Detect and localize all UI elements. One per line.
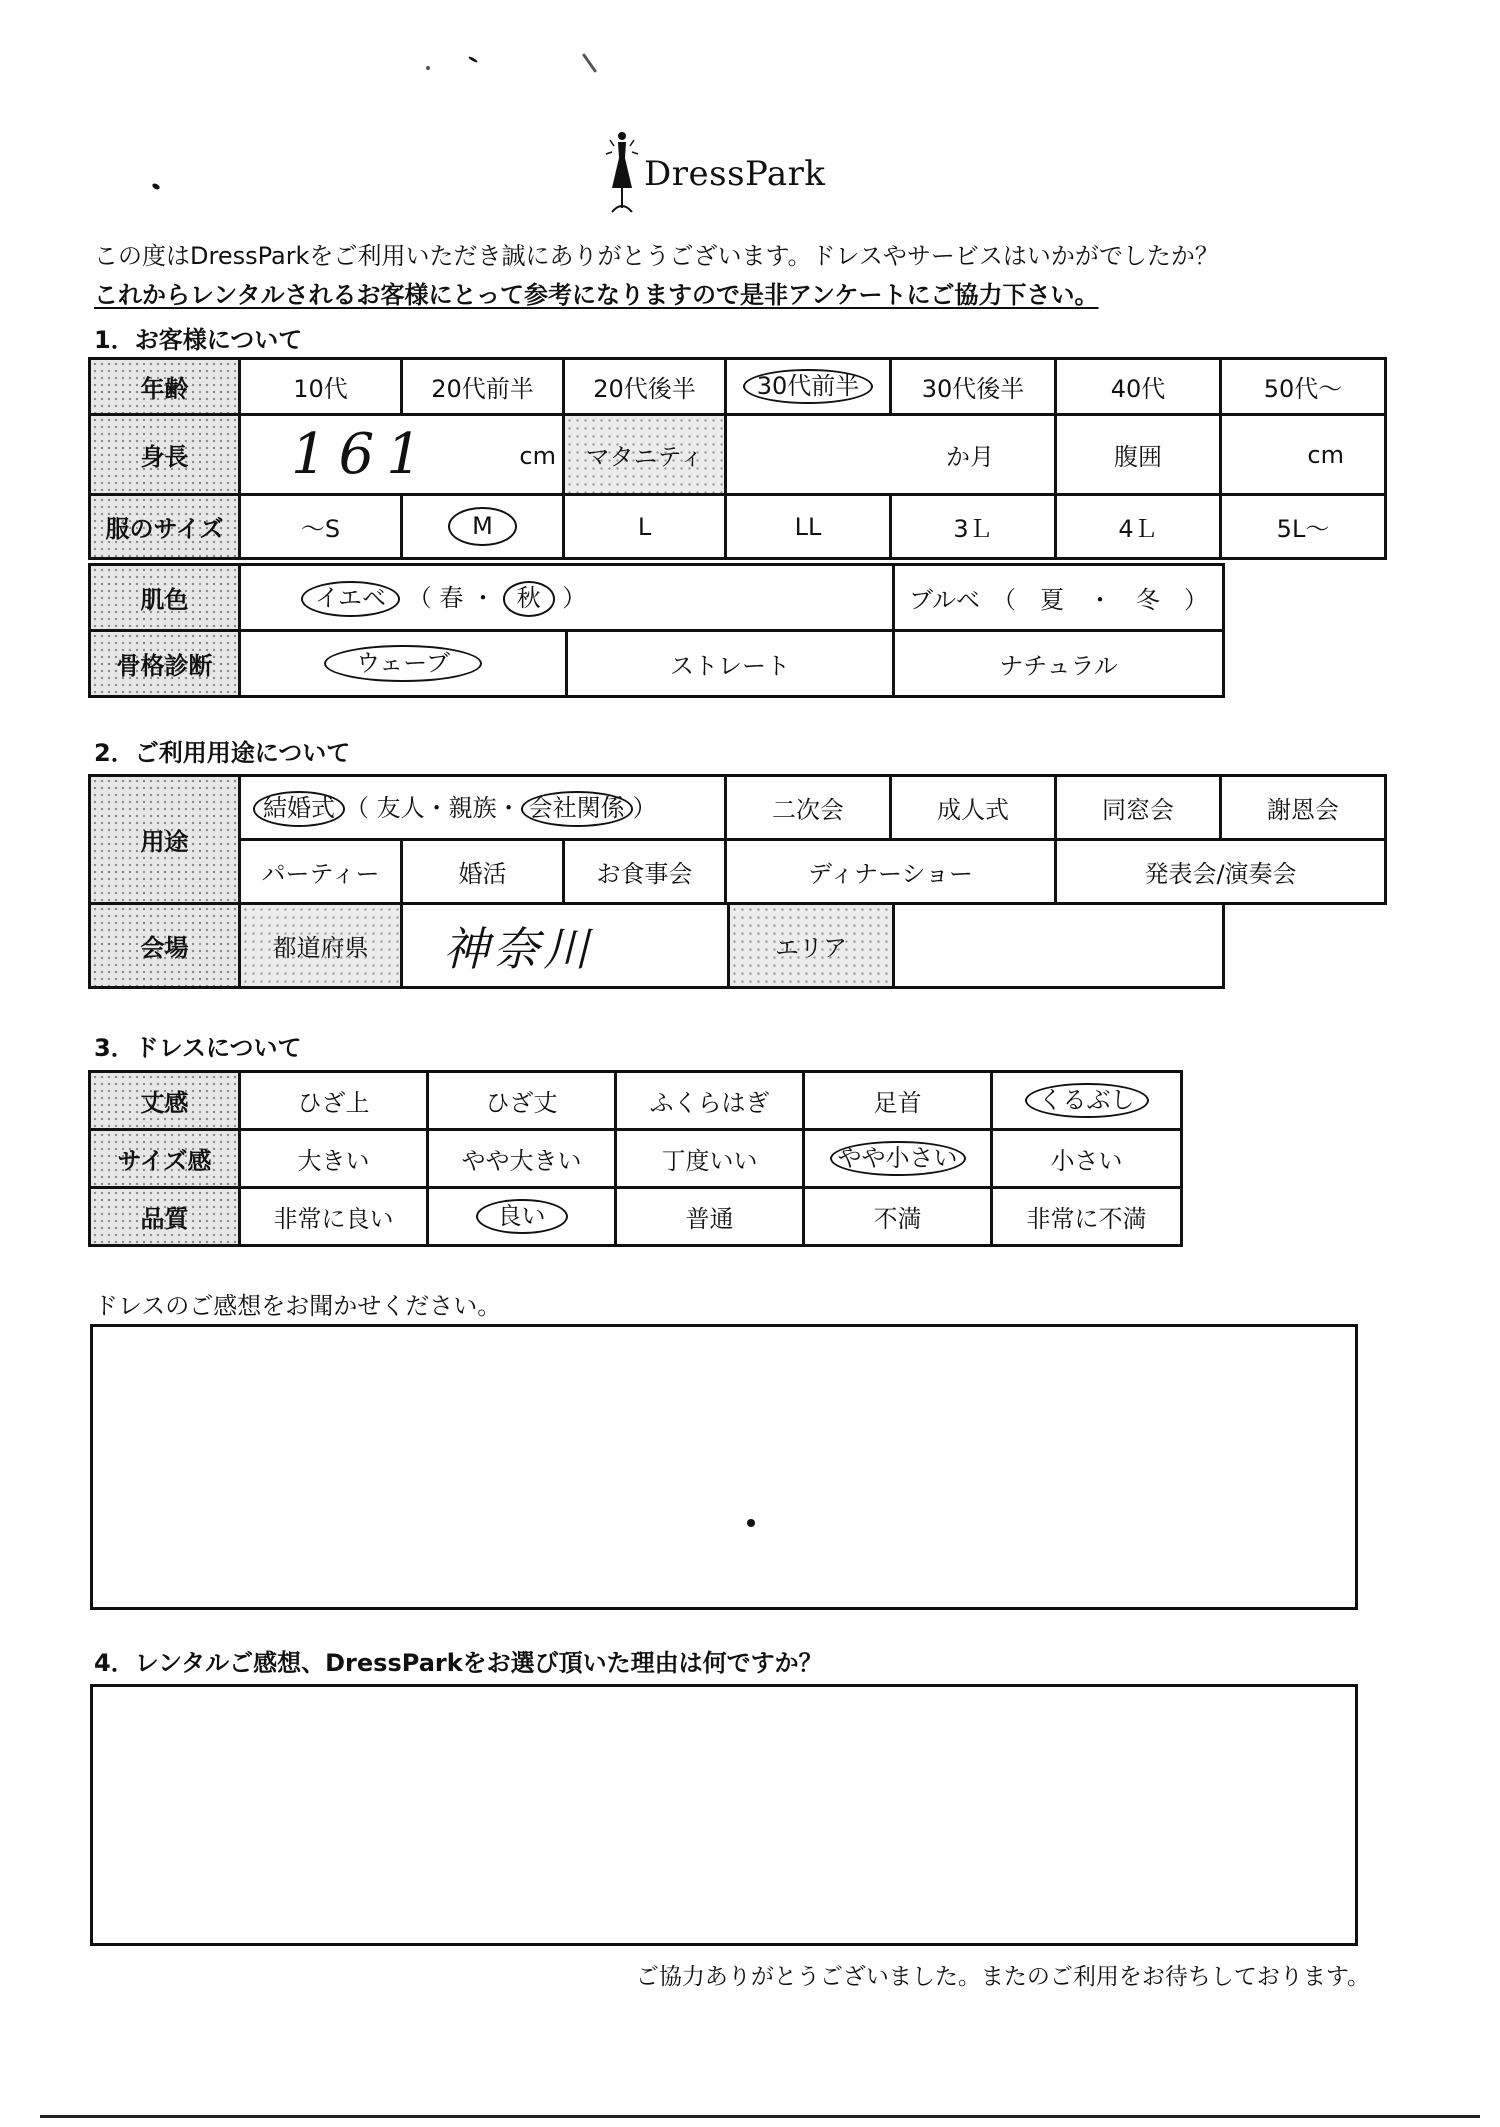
age-option[interactable]: 10代	[240, 359, 402, 415]
usage-option[interactable]: 謝恩会	[1221, 776, 1386, 840]
dress-mannequin-icon	[600, 128, 644, 218]
spring-option: 春	[439, 584, 464, 613]
fit-option-selected[interactable]	[804, 1130, 992, 1188]
waist-field[interactable]	[1221, 415, 1386, 495]
waist-unit: cm	[1307, 440, 1344, 469]
area-label: エリア	[729, 904, 894, 988]
skin-bone-table	[88, 563, 1225, 632]
venue-label: 会場	[90, 904, 240, 988]
quality-option[interactable]: 普通	[616, 1188, 804, 1246]
height-unit: cm	[519, 442, 556, 470]
maternity-months[interactable]	[726, 415, 1056, 495]
length-option[interactable]: ひざ上	[240, 1072, 428, 1130]
usage-option[interactable]: ディナーショー	[726, 840, 1056, 904]
age-option[interactable]: 50代～	[1221, 359, 1386, 415]
length-option[interactable]: ひざ丈	[428, 1072, 616, 1130]
usage-option[interactable]: お食事会	[564, 840, 726, 904]
age-label: 年齢	[90, 359, 240, 415]
size-selected-circle: M	[448, 507, 517, 547]
blue-base-option[interactable]: ブルベ （ 夏 ・ 冬 ）	[894, 565, 1224, 631]
prefecture-value: 神奈川	[443, 921, 593, 976]
usage-table	[88, 774, 1387, 905]
paren-close: ）	[562, 584, 587, 613]
prefecture-label: 都道府県	[240, 904, 402, 988]
logo-text: DressPark	[644, 154, 826, 194]
wedding-relations: （ 友人・親族・	[345, 794, 521, 823]
section-2-title: 2．ご利用用途について	[94, 739, 351, 767]
yellow-base-option[interactable]	[240, 565, 894, 631]
dress-comment-prompt: ドレスのご感想をお聞かせください。	[94, 1292, 502, 1320]
quality-label: 品質	[90, 1188, 240, 1246]
separator-dot: ・	[470, 584, 495, 613]
size-option-selected[interactable]	[402, 495, 564, 559]
length-option-selected[interactable]	[992, 1072, 1182, 1130]
height-value: 161	[291, 422, 434, 487]
size-option[interactable]: 5L～	[1221, 495, 1386, 559]
bottom-divider	[40, 2115, 1480, 2118]
usage-option[interactable]: 二次会	[726, 776, 891, 840]
height-label: 身長	[90, 415, 240, 495]
usage-option[interactable]: 同窓会	[1056, 776, 1221, 840]
bone-option-selected[interactable]	[240, 631, 567, 697]
paren-open: （	[407, 584, 432, 613]
yellow-base-circle: イエベ	[301, 581, 400, 617]
skin-label: 肌色	[90, 565, 240, 631]
usage-option[interactable]: 成人式	[891, 776, 1056, 840]
quality-option[interactable]: 不満	[804, 1188, 992, 1246]
prefecture-field[interactable]	[402, 904, 729, 988]
closing-message: ご協力ありがとうございました。またのご利用をお待ちしております。	[635, 1964, 1370, 1990]
age-option[interactable]: 40代	[1056, 359, 1221, 415]
fit-option[interactable]: 丁度いい	[616, 1130, 804, 1188]
wedding-close: ）	[632, 794, 657, 823]
age-selected-circle: 30代前半	[743, 369, 874, 405]
size-option[interactable]: 3Ｌ	[891, 495, 1056, 559]
length-option[interactable]: ふくらはぎ	[616, 1072, 804, 1130]
length-label: 丈感	[90, 1072, 240, 1130]
quality-selected-circle: 良い	[476, 1199, 568, 1235]
waist-label: 腹囲	[1056, 415, 1221, 495]
dresspark-logo	[600, 128, 860, 218]
fit-label: サイズ感	[90, 1130, 240, 1188]
area-field[interactable]	[894, 904, 1224, 988]
intro-line-2: これからレンタルされるお客様にとって参考になりますので是非アンケートにご協力下さい。	[94, 281, 1099, 309]
section-4-title: 4．レンタルご感想、DressParkをお選び頂いた理由は何ですか？	[94, 1649, 823, 1677]
bone-selected-circle: ウェーブ	[324, 645, 482, 683]
maternity-label: マタニティ	[564, 415, 726, 495]
customer-table	[88, 357, 1387, 560]
fit-selected-circle: やや小さい	[830, 1141, 966, 1177]
rental-reason-box[interactable]	[90, 1684, 1358, 1946]
usage-option[interactable]: 発表会/演奏会	[1056, 840, 1386, 904]
intro-line-1: この度はDressParkをご利用いただき誠にありがとうございます。ドレスやサービスはいかがでしたか？	[94, 242, 1219, 270]
company-circle: 会社関係	[521, 791, 633, 827]
quality-option[interactable]: 非常に不満	[992, 1188, 1182, 1246]
size-label: 服のサイズ	[90, 495, 240, 559]
fit-option[interactable]: 小さい	[992, 1130, 1182, 1188]
size-option[interactable]: LL	[726, 495, 891, 559]
bone-table	[88, 629, 1225, 698]
quality-option-selected[interactable]	[428, 1188, 616, 1246]
venue-table	[88, 902, 1225, 989]
bone-label: 骨格診断	[90, 631, 240, 697]
dress-table	[88, 1070, 1183, 1247]
usage-option[interactable]: パーティー	[240, 840, 402, 904]
dress-comment-box[interactable]	[90, 1324, 1358, 1610]
fit-option[interactable]: 大きい	[240, 1130, 428, 1188]
age-option[interactable]: 30代後半	[891, 359, 1056, 415]
quality-option[interactable]: 非常に良い	[240, 1188, 428, 1246]
usage-option[interactable]: 婚活	[402, 840, 564, 904]
bone-option[interactable]: ナチュラル	[894, 631, 1224, 697]
section-1-title: 1．お客様について	[94, 326, 303, 354]
autumn-circle: 秋	[503, 581, 555, 617]
size-option[interactable]: ～S	[240, 495, 402, 559]
bone-option[interactable]: ストレート	[567, 631, 894, 697]
age-option[interactable]: 20代後半	[564, 359, 726, 415]
months-unit: か月	[946, 443, 994, 471]
height-field[interactable]	[240, 415, 564, 495]
usage-label: 用途	[90, 776, 240, 904]
fit-option[interactable]: やや大きい	[428, 1130, 616, 1188]
wedding-option[interactable]	[240, 776, 726, 840]
age-option-selected[interactable]	[726, 359, 891, 415]
section-3-title: 3．ドレスについて	[94, 1034, 302, 1062]
size-option[interactable]: L	[564, 495, 726, 559]
length-selected-circle: くるぶし	[1025, 1083, 1149, 1119]
length-option[interactable]: 足首	[804, 1072, 992, 1130]
wedding-circle: 結婚式	[253, 791, 345, 827]
size-option[interactable]: 4Ｌ	[1056, 495, 1221, 559]
age-option[interactable]: 20代前半	[402, 359, 564, 415]
